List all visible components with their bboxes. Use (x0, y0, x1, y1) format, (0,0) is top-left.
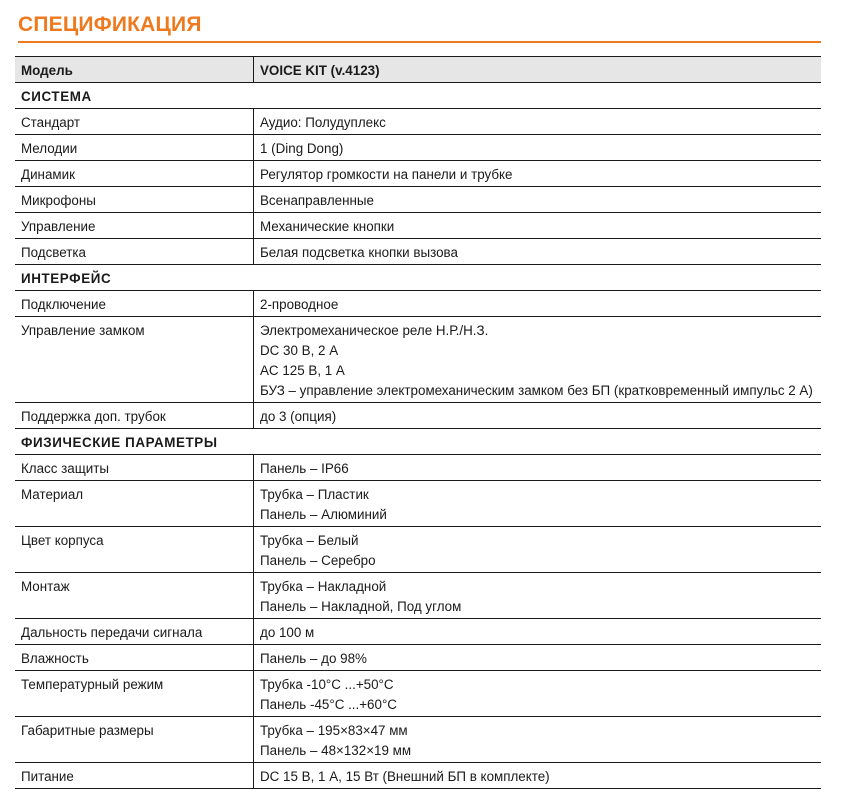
row-value-line: Всенаправленные (260, 193, 374, 208)
header-value (254, 57, 822, 83)
row-label (15, 481, 254, 527)
row-label (15, 619, 254, 645)
section-title (15, 429, 821, 455)
row-value-line: Панель – до 98% (260, 651, 367, 666)
table-row (15, 573, 821, 619)
section-title (15, 265, 821, 291)
header-label-text: Модель (21, 63, 73, 78)
page-title: СПЕЦИФИКАЦИЯ (18, 13, 202, 36)
table-row (15, 455, 821, 481)
table-row (15, 317, 821, 403)
row-value-lines (260, 213, 815, 238)
row-value-line: Панель – Алюминий (260, 507, 387, 522)
row-value (254, 527, 822, 573)
row-value (254, 717, 822, 763)
row-label (15, 573, 254, 619)
row-value-line: Механические кнопки (260, 219, 395, 234)
section-row (15, 265, 821, 291)
section-title-text: ФИЗИЧЕСКИЕ ПАРАМЕТРЫ (21, 435, 218, 450)
row-value-line: БУЗ – управление электромеханическим замком без БП (кратковременный импульс 2 А) (260, 383, 813, 398)
table-row (15, 239, 821, 265)
row-value-lines (260, 573, 815, 618)
row-value-line: Панель – 48×132×19 мм (260, 743, 412, 758)
row-value-lines (260, 481, 815, 526)
row-value-lines (260, 187, 815, 212)
row-value-line: DC 30 В, 2 А (260, 343, 339, 358)
row-value-line: Трубка – Пластик (260, 487, 369, 502)
row-value-line: DC 15 В, 1 А, 15 Вт (Внешний БП в комплекте) (260, 769, 550, 784)
row-label (15, 527, 254, 573)
row-value-line: AC 125 В, 1 А (260, 363, 345, 378)
row-label-text: Мелодии (21, 141, 78, 156)
row-label-text: Подключение (21, 297, 106, 312)
table-row (15, 109, 821, 135)
row-value-lines (260, 455, 815, 480)
row-value-lines (260, 135, 815, 160)
header-label (15, 57, 254, 83)
row-label (15, 135, 254, 161)
table-row (15, 481, 821, 527)
row-value-lines (260, 671, 815, 716)
row-label-text: Управление замком (21, 323, 145, 338)
row-label-text: Дальность передачи сигнала (21, 625, 203, 640)
title-divider (18, 41, 821, 43)
table-row (15, 763, 821, 789)
row-value-line: до 3 (опция) (260, 409, 337, 424)
row-value (254, 135, 822, 161)
row-value-lines (260, 109, 815, 134)
row-value-line: Панель – Серебро (260, 553, 376, 568)
section-title (15, 83, 821, 109)
row-label-text: Класс защиты (21, 461, 110, 476)
row-label (15, 161, 254, 187)
table-row (15, 403, 821, 429)
row-label-text: Цвет корпуса (21, 533, 104, 548)
row-value (254, 317, 822, 403)
table-row (15, 187, 821, 213)
table-row (15, 161, 821, 187)
row-label-text: Подсветка (21, 245, 86, 260)
row-value-line: Электромеханическое реле Н.Р./Н.З. (260, 323, 489, 338)
row-label (15, 403, 254, 429)
row-value-line: Панель – IP66 (260, 461, 349, 476)
table-row (15, 291, 821, 317)
row-label (15, 645, 254, 671)
row-value (254, 619, 822, 645)
row-value-line: до 100 м (260, 625, 315, 640)
row-value (254, 671, 822, 717)
row-value-line: Панель – Накладной, Под углом (260, 599, 462, 614)
section-row (15, 429, 821, 455)
row-value-lines (260, 317, 815, 402)
row-value-line: 2-проводное (260, 297, 339, 312)
row-label (15, 317, 254, 403)
row-value (254, 187, 822, 213)
row-label-text: Питание (21, 769, 74, 784)
row-value-lines (260, 403, 815, 428)
row-label (15, 671, 254, 717)
row-value-line: Трубка – 195×83×47 мм (260, 723, 408, 738)
row-label-text: Влажность (21, 651, 89, 666)
row-value (254, 481, 822, 527)
row-value (254, 645, 822, 671)
row-label-text: Температурный режим (21, 677, 164, 692)
table-row (15, 671, 821, 717)
row-label (15, 455, 254, 481)
row-label (15, 717, 254, 763)
row-label-text: Материал (21, 487, 84, 502)
row-value (254, 239, 822, 265)
row-label (15, 291, 254, 317)
section-title-text: ИНТЕРФЕЙС (21, 271, 112, 286)
row-value-line: Трубка – Накладной (260, 579, 387, 594)
table-row (15, 619, 821, 645)
row-label-text: Габаритные размеры (21, 723, 154, 738)
table-row (15, 527, 821, 573)
row-label-text: Монтаж (21, 579, 70, 594)
row-value (254, 403, 822, 429)
spec-table (15, 56, 821, 789)
row-value-line: Трубка -10°C ...+50°C (260, 677, 394, 692)
table-row (15, 645, 821, 671)
header-value-text: VOICE KIT (v.4123) (260, 63, 380, 78)
row-value (254, 291, 822, 317)
row-label (15, 187, 254, 213)
row-label-text: Стандарт (21, 115, 81, 130)
section-title-text: СИСТЕМА (21, 89, 92, 104)
row-label (15, 109, 254, 135)
row-value-lines (260, 239, 815, 264)
section-row (15, 83, 821, 109)
row-value-lines (260, 717, 815, 762)
row-label-text: Управление (21, 219, 96, 234)
table-row (15, 213, 821, 239)
row-value-lines (260, 645, 815, 670)
row-value-line: Панель -45°C ...+60°C (260, 697, 397, 712)
row-value-lines (260, 161, 815, 186)
table-header-row (15, 57, 821, 83)
row-value (254, 213, 822, 239)
row-label-text: Динамик (21, 167, 75, 182)
row-label-text: Поддержка доп. трубок (21, 409, 166, 424)
row-label-text: Микрофоны (21, 193, 96, 208)
table-row (15, 717, 821, 763)
row-value (254, 763, 822, 789)
row-label (15, 239, 254, 265)
row-value (254, 161, 822, 187)
row-value-line: Аудио: Полудуплекс (260, 115, 386, 130)
row-value-lines (260, 527, 815, 572)
row-label (15, 763, 254, 789)
row-value-line: Регулятор громкости на панели и трубке (260, 167, 513, 182)
row-value-line: Белая подсветка кнопки вызова (260, 245, 458, 260)
row-value-lines (260, 763, 815, 788)
row-value (254, 573, 822, 619)
table-row (15, 135, 821, 161)
row-label (15, 213, 254, 239)
spec-table-body (15, 57, 821, 789)
row-value-lines (260, 619, 815, 644)
row-value-lines (260, 291, 815, 316)
row-value (254, 455, 822, 481)
row-value-line: 1 (Ding Dong) (260, 141, 344, 156)
row-value-line: Трубка – Белый (260, 533, 359, 548)
row-value (254, 109, 822, 135)
